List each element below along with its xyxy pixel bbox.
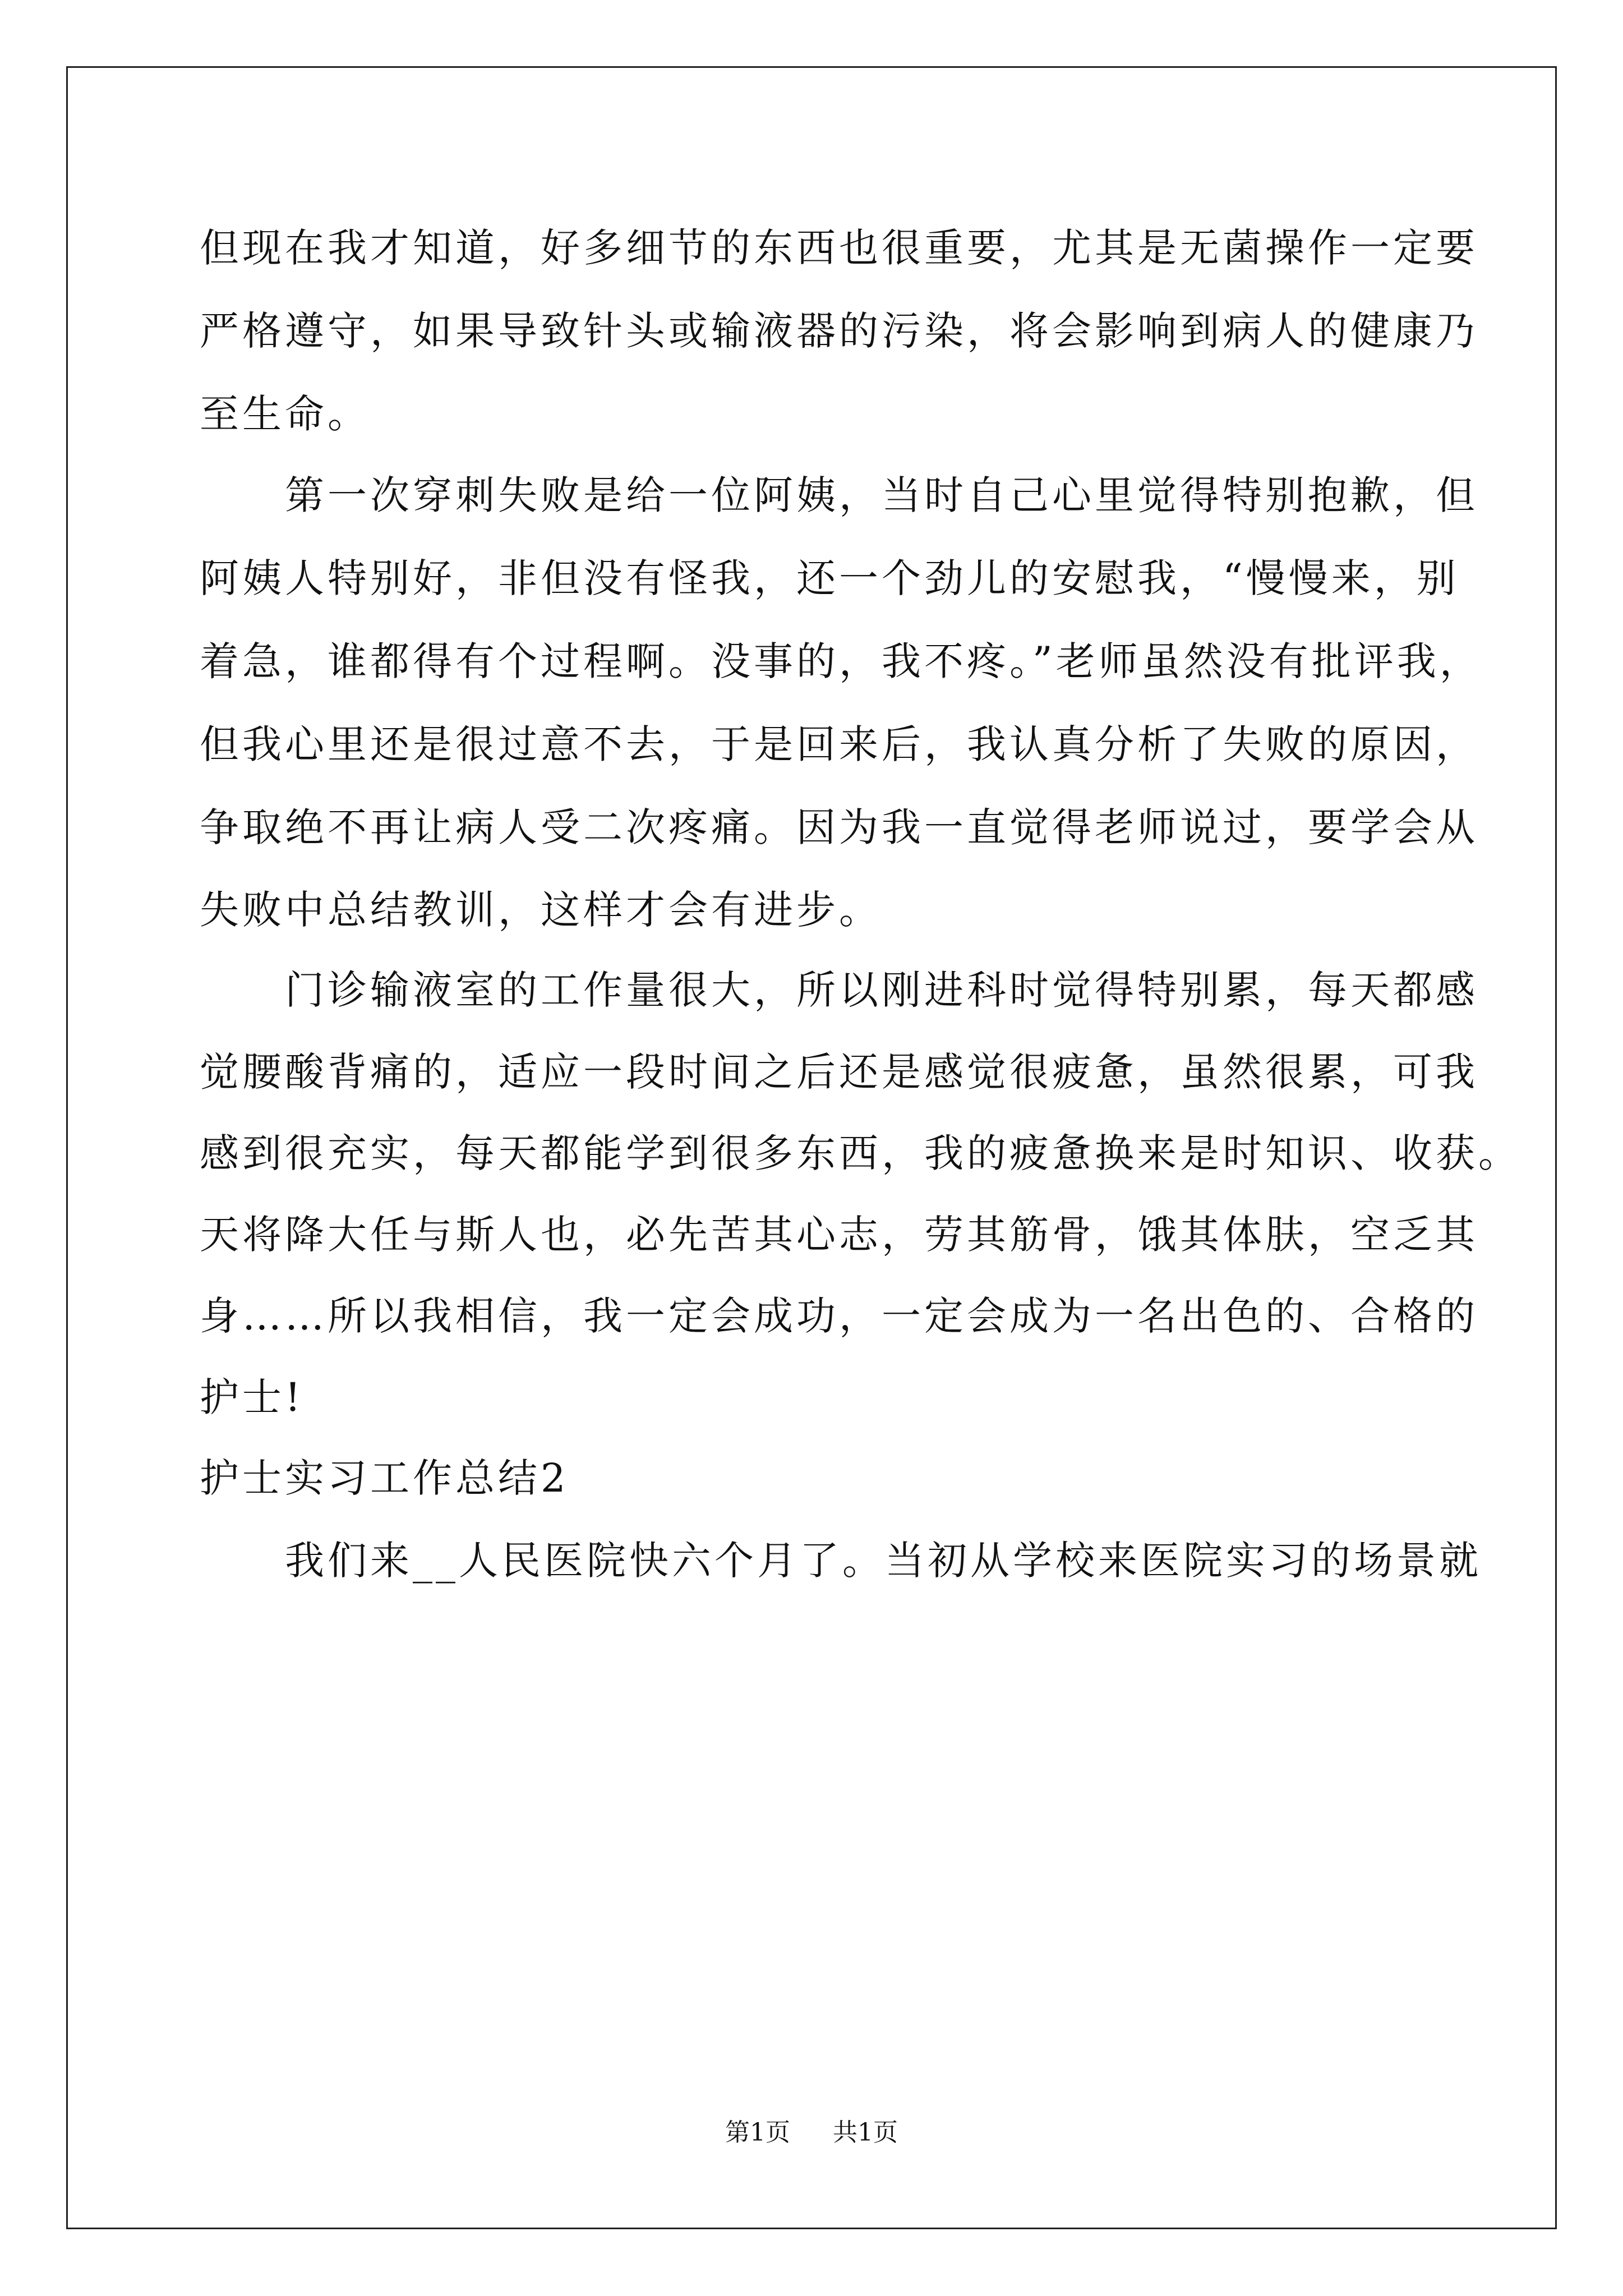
text-line-3: 至生命。 [200,391,370,437]
page-number: 第1页 [725,2118,790,2147]
text-line-1: 但现在我才知道，好多细节的东西也很重要，尤其是无菌操作一定要 [200,225,1478,271]
page-total: 共1页 [833,2118,898,2147]
text-line-7: 但我心里还是很过意不去，于是回来后，我认真分析了失败的原因， [200,721,1478,767]
text-line-17: 我们来__人民医院快六个月了。当初从学校来医院实习的场景就 [200,1538,1482,1584]
text-line-14: 身……所以我相信，我一定会成功，一定会成为一名出色的、合格的 [200,1293,1478,1339]
text-line-13: 天将降大任与斯人也，必先苦其心志，劳其筋骨，饿其体肤，空乏其 [200,1212,1478,1258]
text-line-15: 护士! [200,1374,305,1420]
text-line-2: 严格遵守，如果导致针头或输液器的污染，将会影响到病人的健康乃 [200,308,1478,354]
text-line-11: 觉腰酸背痛的，适应一段时间之后还是感觉很疲惫，虽然很累，可我 [200,1049,1478,1095]
text-line-9: 失败中总结教训，这样才会有进步。 [200,887,882,933]
text-line-6: 着急，谁都得有个过程啊。没事的，我不疼。”老师虽然没有批评我， [200,638,1482,684]
text-line-12: 感到很充实，每天都能学到很多东西，我的疲惫换来是时知识、收获。 [200,1130,1521,1176]
text-line-5: 阿姨人特别好，非但没有怪我，还一个劲儿的安慰我，“慢慢来，别 [200,555,1459,601]
section-heading: 护士实习工作总结2 [200,1455,569,1501]
page-footer [0,2120,1623,2145]
text-line-8: 争取绝不再让病人受二次疼痛。因为我一直觉得老师说过，要学会从 [200,804,1478,850]
text-line-4: 第一次穿刺失败是给一位阿姨，当时自己心里觉得特别抱歉，但 [200,472,1478,518]
text-line-10: 门诊输液室的工作量很大，所以刚进科时觉得特别累，每天都感 [200,967,1478,1013]
